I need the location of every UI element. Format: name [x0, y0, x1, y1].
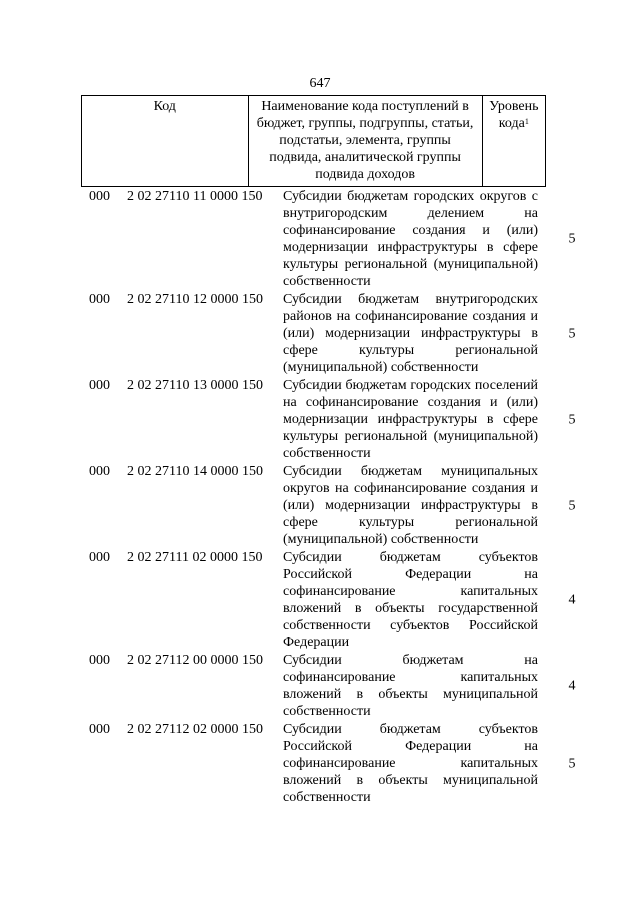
- table-row: [0, 721, 640, 806]
- table-row: [0, 377, 640, 462]
- income-code: 2 02 27112 02 0000 150: [127, 722, 263, 737]
- income-code: 2 02 27110 13 0000 150: [127, 378, 263, 393]
- income-name: Субсидии бюджетам субъектов Российской Федерации на софинансирование капитальных вложений в объекты государственной собственности субъектов Российской Федерации: [283, 550, 538, 650]
- header-table: [81, 95, 546, 187]
- income-name: Субсидии бюджетам субъектов Российской Федерации на софинансирование капитальных вложений в объекты муниципальной собственности: [283, 722, 538, 805]
- table-row: [0, 652, 640, 720]
- income-name: Субсидии бюджетам на софинансирование капитальных вложений в объекты муниципальной собственности: [283, 653, 538, 719]
- income-code: 2 02 27112 00 0000 150: [127, 653, 263, 668]
- admin-code: 000: [89, 378, 110, 393]
- code-list: [0, 188, 640, 807]
- header-level-label: Уровень кода: [489, 99, 539, 131]
- income-name: Субсидии бюджетам городских округов с внутригородским делением на софинансирование создания и (или) модернизации инфраструктуры в сфере культуры региональной (муниципальной) собственности: [283, 189, 538, 289]
- header-level-footnote: 1: [524, 117, 529, 126]
- income-code: 2 02 27111 02 0000 150: [127, 550, 263, 565]
- header-level: [482, 96, 545, 187]
- code-level: 5: [568, 412, 576, 427]
- code-level: 4: [568, 678, 576, 694]
- table-row: [0, 549, 640, 651]
- income-code: 2 02 27110 12 0000 150: [127, 292, 263, 307]
- income-name: Субсидии бюджетам внутригородских районов на софинансирование создания и (или) модернизации инфраструктуры в сфере культуры региональной (муниципальной) собственности: [283, 292, 538, 375]
- admin-code: 000: [89, 464, 110, 479]
- table-row: [0, 463, 640, 548]
- page-number: 647: [309, 76, 331, 91]
- header-name: Наименование кода поступлений в бюджет, группы, подгруппы, статьи, подстатьи, элемента, группы подвида, аналитической группы подвида доходов: [248, 96, 482, 187]
- code-level: 4: [568, 592, 576, 608]
- income-name: Субсидии бюджетам городских поселений на софинансирование создания и (или) модернизации инфраструктуры в сфере культуры региональной (муниципальной) собственности: [283, 378, 538, 461]
- admin-code: 000: [89, 550, 110, 565]
- admin-code: 000: [89, 189, 110, 204]
- income-name: Субсидии бюджетам муниципальных округов на софинансирование создания и (или) модернизации инфраструктуры в сфере культуры региональной (муниципальной) собственности: [283, 464, 538, 547]
- table-row: [0, 291, 640, 376]
- income-code: 2 02 27110 14 0000 150: [127, 464, 263, 479]
- code-level: 5: [568, 756, 576, 771]
- code-level: 5: [568, 231, 576, 247]
- header-row: [82, 96, 546, 187]
- table-row: [0, 188, 640, 290]
- income-code: 2 02 27110 11 0000 150: [127, 189, 263, 204]
- header-code: Код: [82, 96, 249, 187]
- admin-code: 000: [89, 292, 110, 307]
- admin-code: 000: [89, 653, 110, 668]
- code-level: 5: [568, 498, 576, 513]
- code-level: 5: [568, 326, 576, 341]
- admin-code: 000: [89, 722, 110, 737]
